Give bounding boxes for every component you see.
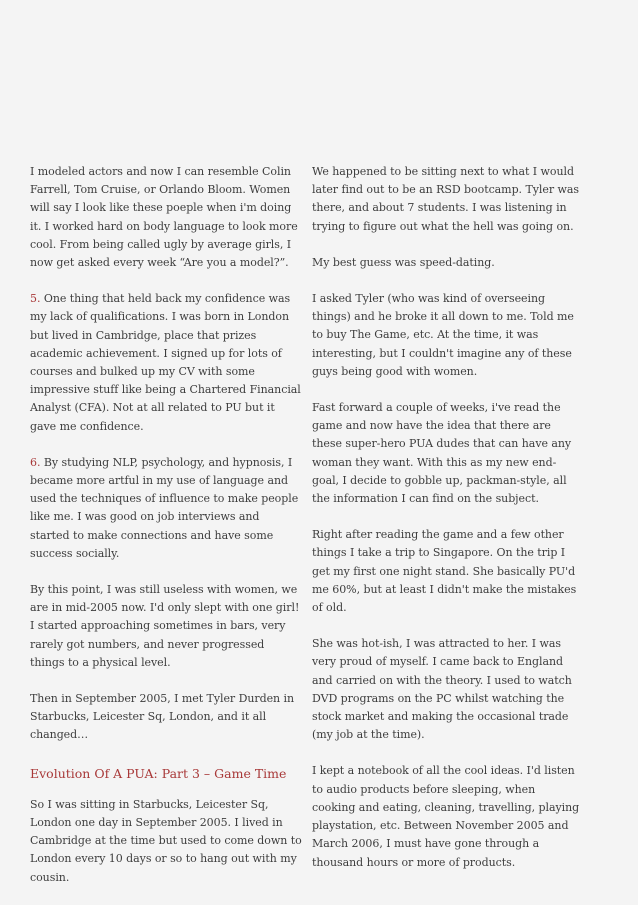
paragraph: My best guess was speed-dating. bbox=[312, 255, 495, 269]
paragraph: So I was sitting in Starbucks, Leicester Sq, London one day in September 2005. I lived in Cambridge at the time but used to come down to London every 10 days or so to hang out with my cousin. bbox=[30, 797, 302, 884]
paragraph: I asked Tyler (who was kind of overseeing things) and he broke it all down to me. Told me to buy The Game, etc. At the time, it was interesting, but I couldn't imagine any of these guys being good with women. bbox=[312, 292, 574, 378]
paragraph: By this point, I was still useless with women, we are in mid-2005 now. I'd only slept with one girl! I started approaching sometimes in bars, very rarely got numbers, and never progressed things to a physical level. bbox=[30, 583, 300, 669]
paragraph: Right after reading the game and a few other things I take a trip to Singapore. On the trip I get my first one night stand. She basically PU'd me 60%, but at least I didn't make the mistakes of old. bbox=[312, 528, 577, 615]
item-text: By studying NLP, psychology, and hypnosis, I became more artful in my use of language and used the techniques of influence to make people like me. I was good on job interviews and started to make connections and have some success socially. bbox=[30, 455, 299, 560]
paragraph: I kept a notebook of all the cool ideas. I'd listen to audio products before sleeping, when cooking and eating, cleaning, travelling, playing playstation, etc. Between November 2005 and March 2006, I must have gone through a thousand hours or more of products. bbox=[312, 764, 580, 869]
item-text: One thing that held back my confidence was my lack of qualifications. I was born in London but lived in Cambridge, place that prizes academic achievement. I signed up for lots of courses and bulked up my CV with some impressive stuff like being a Chartered Financial Analyst (CFA). Not at all related to PU but it gave me confidence. bbox=[30, 292, 301, 433]
list-item-6 bbox=[30, 454, 302, 563]
list-item-5 bbox=[30, 290, 302, 436]
paragraph: Fast forward a couple of weeks, i've read the game and now have the idea that there are these super-hero PUA dudes that can have any woman they want. With this as my new end-goal, I decide to gobble up, packman-style, all the information I can find on the subject. bbox=[312, 401, 572, 506]
paragraph: I modeled actors and now I can resemble Colin Farrell, Tom Cruise, or Orlando Bloom. Women will say I look like these poeple when i'm doing it. I worked hard on body language to look more cool. From being called ugly by average girls, I now get asked every week “Are you a model?”. bbox=[30, 165, 298, 270]
section-heading: Evolution Of A PUA: Part 3 – Game Time bbox=[30, 765, 287, 781]
paragraph: We happened to be sitting next to what I would later find out to be an RSD bootcamp. Tyler was there, and about 7 students. I was listening in trying to figure out what the hell was going on. bbox=[312, 165, 579, 233]
left-column bbox=[30, 163, 302, 905]
right-column bbox=[312, 163, 580, 890]
item-number: 5. bbox=[30, 292, 41, 306]
item-number: 6. bbox=[30, 455, 41, 469]
paragraph: Then in September 2005, I met Tyler Durden in Starbucks, Leicester Sq, London, and it all changed… bbox=[30, 692, 295, 742]
paragraph: She was hot-ish, I was attracted to her. I was very proud of myself. I came back to England and carried on with the theory. I used to watch DVD programs on the PC whilst watching the stock market and making the occasional trade (my job at the time). bbox=[312, 637, 572, 742]
